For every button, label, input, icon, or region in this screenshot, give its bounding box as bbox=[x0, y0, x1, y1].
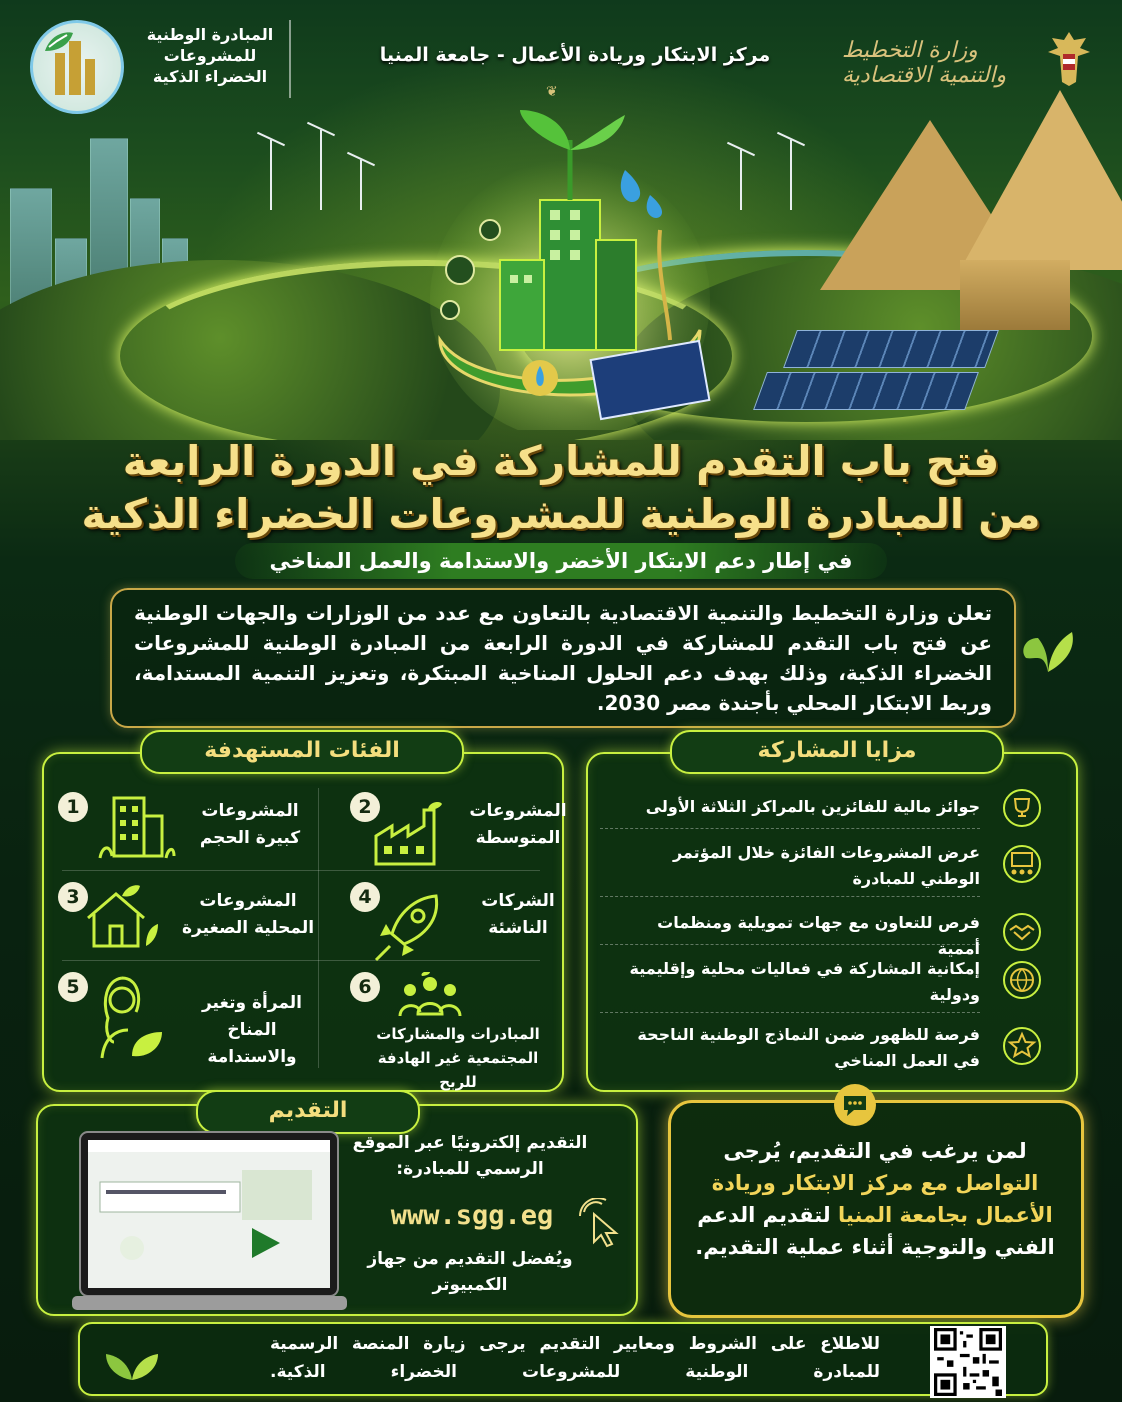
rocket-icon bbox=[370, 890, 450, 962]
category-item bbox=[330, 882, 585, 964]
community-icon bbox=[394, 972, 466, 1024]
intro-text: تعلن وزارة التخطيط والتنمية الاقتصادية بالتعاون مع عدد من الوزارات والجهات الوطنية عن فتح باب التقدم للمشاركة في الدورة الرابعة من المبادرة الوطنية للمشروعات الخضراء الذكية، وذلك بهدف دعم الحلول المناخية المبتكرة، وتعزيز التنمية المستدامة، وربط الابتكار المحلي بأجندة مصر 2030. bbox=[134, 601, 992, 715]
category-item bbox=[58, 792, 313, 874]
category-number: 5 bbox=[58, 972, 88, 1002]
contact-purpose: لتقديم الدعم الفني والتوجية أثناء عملية التقديم. bbox=[695, 1203, 1055, 1259]
presentation-icon bbox=[1002, 844, 1042, 884]
website-link[interactable]: www.sgg.eg bbox=[390, 1200, 554, 1231]
leaf-check-icon bbox=[41, 29, 75, 57]
factory-icon bbox=[370, 800, 450, 872]
category-number: 3 bbox=[58, 882, 88, 912]
intro-box bbox=[110, 588, 1016, 728]
contact-text bbox=[685, 1135, 1065, 1263]
leaves-icon bbox=[1016, 618, 1080, 674]
wind-turbine-icon bbox=[320, 130, 322, 210]
trophy-icon bbox=[1002, 788, 1042, 828]
leaves-icon bbox=[102, 1332, 162, 1382]
cursor-click-icon bbox=[576, 1198, 626, 1248]
benefit-divider bbox=[600, 1012, 980, 1013]
benefit-text: جوائز مالية للفائزين بالمراكز الثلاثة الأولى bbox=[645, 797, 980, 816]
category-item bbox=[58, 972, 313, 1067]
benefit-item bbox=[600, 952, 1060, 1008]
center-header-text: مركز الابتكار وريادة الأعمال - جامعة المنيا bbox=[379, 44, 771, 66]
wind-turbine-icon bbox=[270, 140, 272, 210]
benefit-divider bbox=[600, 944, 980, 945]
handshake-icon bbox=[1002, 912, 1042, 952]
initiative-logo bbox=[30, 18, 295, 110]
star-icon bbox=[1002, 1026, 1042, 1066]
apply-instruction: التقديم إلكترونيًا عبر الموقع الرسمي للمبادرة: bbox=[352, 1133, 588, 1179]
category-number: 6 bbox=[350, 972, 380, 1002]
benefit-divider bbox=[600, 896, 980, 897]
solar-panels bbox=[783, 330, 999, 368]
categories-heading: الفئات المستهدفة bbox=[140, 730, 464, 774]
house-plant-icon bbox=[80, 882, 160, 954]
category-item bbox=[58, 882, 313, 964]
qr-code[interactable] bbox=[930, 1326, 1006, 1398]
chat-bubble-icon bbox=[832, 1082, 878, 1128]
green-city-emblem bbox=[420, 110, 720, 430]
pyramid bbox=[960, 90, 1122, 270]
initiative-logo-text: المبادرة الوطنية للمشروعات الخضراء الذكية bbox=[146, 25, 274, 86]
subtitle-bar: في إطار دعم الابتكار الأخضر والاستدامة والعمل المناخي bbox=[235, 543, 887, 579]
category-label: المشروعات كبيرة الحجم bbox=[199, 801, 301, 848]
category-label: المشروعات المتوسطة bbox=[469, 801, 567, 848]
main-title-line2: من المبادرة الوطنية للمشروعات الخضراء الذكية bbox=[81, 490, 1041, 538]
category-label: المشروعات المحلية الصغيرة bbox=[181, 891, 315, 938]
category-number: 1 bbox=[58, 792, 88, 822]
temple bbox=[960, 260, 1070, 330]
footer-box bbox=[78, 1322, 1048, 1396]
contact-highlight: التواصل مع مركز الابتكار وريادة الأعمال بجامعة المنيا bbox=[711, 1171, 1053, 1227]
contact-box bbox=[668, 1100, 1084, 1318]
woman-leaf-icon bbox=[92, 972, 172, 1062]
wind-turbine-icon bbox=[790, 140, 792, 210]
benefit-text: فرصة للظهور ضمن النماذج الوطنية الناجحة في العمل المناخي bbox=[637, 1025, 980, 1070]
benefit-text: عرض المشروعات الفائزة خلال المؤتمر الوطني للمبادرة bbox=[672, 843, 980, 888]
benefit-text: فرص للتعاون مع جهات تمويلية ومنظمات أممية bbox=[657, 913, 980, 958]
ministry-logo bbox=[842, 30, 1092, 90]
globe-icon bbox=[1002, 960, 1042, 1000]
initiative-logo-mark bbox=[30, 20, 124, 114]
contact-intro: لمن يرغب في التقديم، يُرجى bbox=[723, 1139, 1027, 1163]
solar-panels bbox=[753, 372, 979, 410]
leaf-ornament-icon: ❦ bbox=[546, 84, 558, 100]
office-building-icon bbox=[96, 792, 176, 864]
egypt-eagle-icon bbox=[1046, 30, 1092, 88]
wind-turbine-icon bbox=[360, 160, 362, 210]
wind-turbine-icon bbox=[740, 150, 742, 210]
header-divider bbox=[289, 20, 291, 98]
category-number: 2 bbox=[350, 792, 380, 822]
category-item bbox=[330, 792, 585, 874]
category-label: المبادرات والمشاركات المجتمعية غير الهادفة للربح bbox=[376, 1025, 540, 1091]
category-label: المرأة وتغير المناخ والاستدامة bbox=[201, 993, 303, 1067]
category-item bbox=[330, 972, 560, 1091]
benefit-text: إمكانية المشاركة في فعاليات محلية وإقليمية ودولية bbox=[629, 959, 980, 1004]
main-title-line1: فتح باب التقدم للمشاركة في الدورة الرابعة bbox=[122, 437, 1000, 485]
benefits-heading: مزايا المشاركة bbox=[670, 730, 1004, 774]
category-number: 4 bbox=[350, 882, 380, 912]
footer-text: للاطلاع على الشروط ومعايير التقديم يرجى زيارة المنصة الرسمية للمبادرة الوطنية للمشروعات الخضراء الذكية. bbox=[270, 1334, 880, 1382]
benefit-divider bbox=[600, 828, 980, 829]
category-label: الشركات الناشئة bbox=[481, 891, 555, 938]
benefit-item bbox=[600, 1018, 1060, 1074]
benefit-item bbox=[600, 836, 1060, 892]
apply-note: ويُفضل التقديم من جهاز الكمبيوتر bbox=[367, 1249, 573, 1295]
laptop-icon bbox=[72, 1130, 347, 1315]
apply-heading: التقديم bbox=[196, 1090, 420, 1134]
ministry-name: وزارة التخطيط والتنمية الاقتصادية bbox=[842, 38, 1007, 88]
